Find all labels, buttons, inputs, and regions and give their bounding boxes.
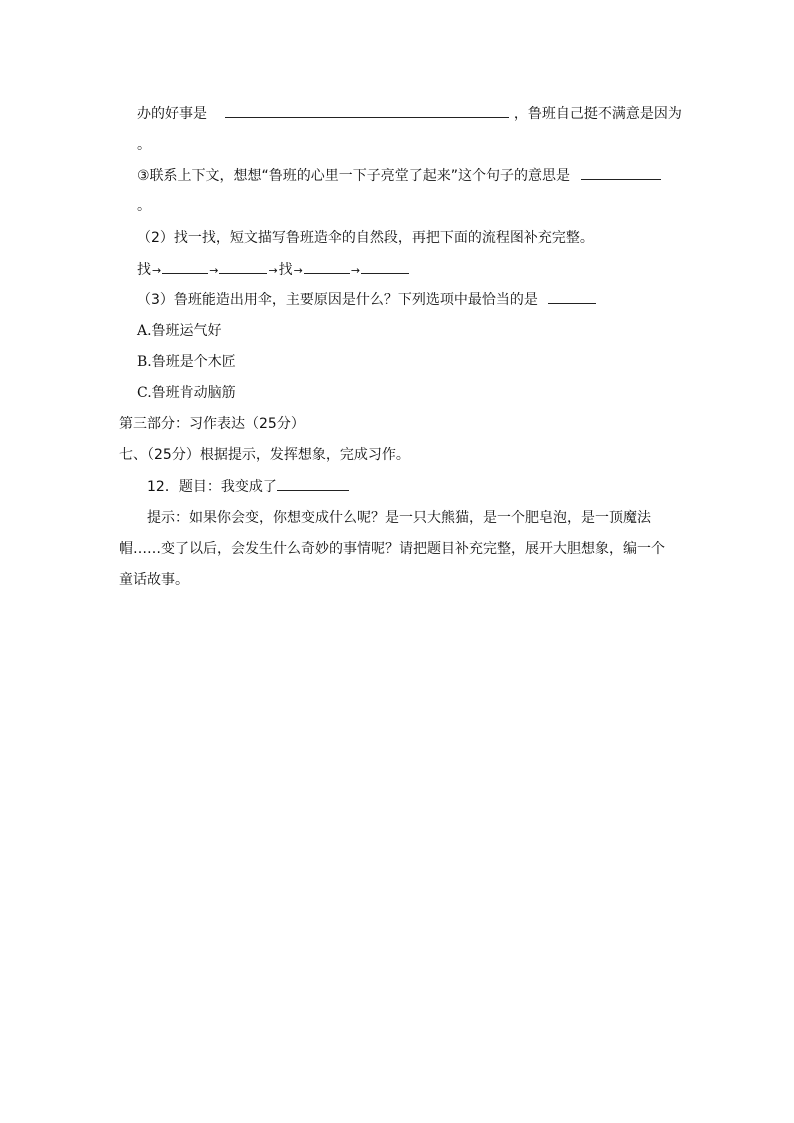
hint-line-2: 帽……变了以后，会发生什么奇妙的事情呢？请把题目补充完整，展开大胆想象，编一个 <box>119 541 665 557</box>
flow-blank-2[interactable] <box>219 259 267 274</box>
q-continued-line <box>137 103 682 123</box>
flow-blank-1[interactable] <box>162 259 208 274</box>
question-12-line <box>147 476 349 496</box>
answer-blank[interactable] <box>225 103 509 118</box>
q-continued-text-b: ，鲁班自己挺不满意是因为 <box>513 106 682 122</box>
end-mark: 。 <box>137 198 151 214</box>
question-2: （2）找一找，短文描写鲁班造伞的自然段，再把下面的流程图补充完整。 <box>137 230 594 246</box>
part-3-heading: 第三部分：习作表达（25分） <box>119 416 305 432</box>
q-item-3-line <box>137 165 661 185</box>
arrow-icon: → <box>152 264 162 277</box>
q-item-3-text: ③联系上下文，想想“鲁班的心里一下子亮堂了起来”这个句子的意思是 <box>137 168 571 184</box>
hint-line-3: 童话故事。 <box>119 572 189 588</box>
arrow-icon: → <box>293 264 303 277</box>
end-mark: 。 <box>137 137 151 153</box>
flow-blank-3[interactable] <box>304 259 350 274</box>
flow-start-label: 找 <box>137 262 151 278</box>
flow-chart-line <box>137 259 409 279</box>
option-b[interactable]: B.鲁班是个木匠 <box>137 354 236 370</box>
answer-blank[interactable] <box>548 289 596 304</box>
question-12-text: 12．题目：我变成了 <box>147 479 277 495</box>
flow-mid-label: 找 <box>278 262 293 278</box>
option-c[interactable]: C.鲁班肯动脑筋 <box>137 385 236 401</box>
question-3-text: （3）鲁班能造出用伞，主要原因是什么？下列选项中最恰当的是 <box>137 292 538 308</box>
section-7-heading: 七、（25分）根据提示，发挥想象，完成习作。 <box>119 447 410 463</box>
arrow-icon: → <box>268 264 278 277</box>
flow-blank-4[interactable] <box>361 259 409 274</box>
q-continued-text-a: 办的好事是 <box>137 106 207 122</box>
arrow-icon: → <box>209 264 219 277</box>
hint-line-1: 提示：如果你会变，你想变成什么呢？是一只大熊猫，是一个肥皂泡，是一顶魔法 <box>147 510 651 526</box>
question-3-line <box>137 289 596 309</box>
answer-blank[interactable] <box>581 165 661 180</box>
title-blank[interactable] <box>277 476 349 491</box>
arrow-icon: → <box>350 264 361 277</box>
option-a[interactable]: A.鲁班运气好 <box>137 323 222 339</box>
